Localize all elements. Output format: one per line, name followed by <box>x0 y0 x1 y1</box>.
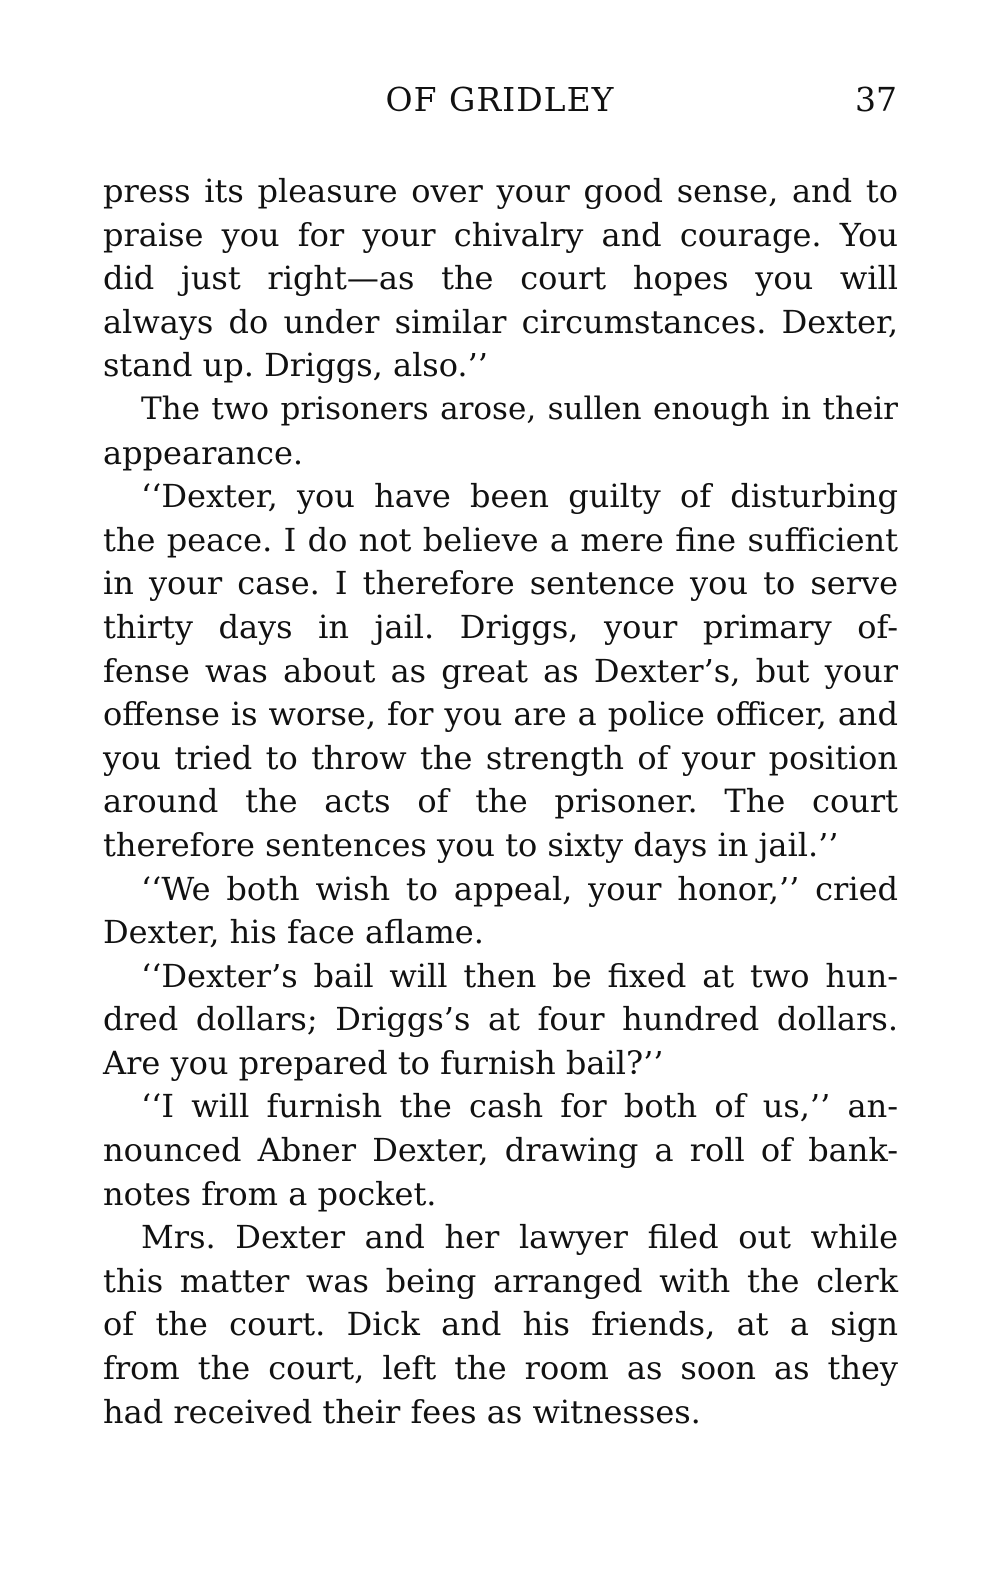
text-line: ‘‘Dexter, you have been guilty of disturbing <box>141 477 898 516</box>
text-line: ‘‘Dexter’s bail will then be fixed at two hun- <box>141 956 898 995</box>
paragraph-7 <box>103 1216 898 1434</box>
text-line: in your case. I therefore sentence you to serve <box>103 564 898 603</box>
text-line: praise you for your chivalry and courage. You <box>103 215 898 254</box>
text-line: around the acts of the prisoner. The court <box>103 782 898 821</box>
paragraph-4 <box>103 868 898 955</box>
text-line: Are you prepared to furnish bail?’’ <box>103 1043 664 1082</box>
running-head <box>103 78 897 122</box>
paragraph-5 <box>103 955 898 1086</box>
text-line: you tried to throw the strength of your position <box>103 738 898 777</box>
page-number: 37 <box>855 80 897 119</box>
text-line: therefore sentences you to sixty days in jail.’’ <box>103 825 839 864</box>
text-line: ‘‘We both wish to appeal, your honor,’’ cried <box>141 869 898 908</box>
text-line: did just right—as the court hopes you will <box>103 259 898 298</box>
body-text <box>103 170 898 1434</box>
text-line: from the court, left the room as soon as they <box>103 1349 898 1388</box>
paragraph-1 <box>103 170 898 388</box>
paragraph-3 <box>103 475 898 867</box>
text-line: the peace. I do not believe a mere fine sufficient <box>103 520 898 559</box>
text-line: had received their fees as witnesses. <box>103 1392 701 1431</box>
text-line: dred dollars; Driggs’s at four hundred dollars. <box>103 1000 898 1039</box>
text-line: press its pleasure over your good sense, and to <box>103 172 898 210</box>
running-title: OF GRIDLEY <box>385 80 615 119</box>
text-line: this matter was being arranged with the clerk <box>103 1261 898 1300</box>
paragraph-2 <box>103 388 898 475</box>
text-line: always do under similar circumstances. Dexter, <box>103 302 898 341</box>
text-line: fense was about as great as Dexter’s, but your <box>103 651 898 690</box>
text-line: appearance. <box>103 433 304 472</box>
text-line: notes from a pocket. <box>103 1174 437 1213</box>
text-line: stand up. Driggs, also.’’ <box>103 346 488 385</box>
text-line: thirty days in jail. Driggs, your primary of- <box>103 607 898 646</box>
text-line: offense is worse, for you are a police officer, and <box>103 695 898 734</box>
text-line: ‘‘I will furnish the cash for both of us,’’ an- <box>141 1087 898 1126</box>
paragraph-6 <box>103 1085 898 1216</box>
text-line: Mrs. Dexter and her lawyer filed out while <box>141 1218 898 1257</box>
text-line: Dexter, his face aflame. <box>103 913 484 952</box>
text-line: nounced Abner Dexter, drawing a roll of bank- <box>103 1131 898 1170</box>
text-line: The two prisoners arose, sullen enough in their <box>141 390 898 427</box>
text-line: of the court. Dick and his friends, at a sign <box>103 1305 898 1344</box>
